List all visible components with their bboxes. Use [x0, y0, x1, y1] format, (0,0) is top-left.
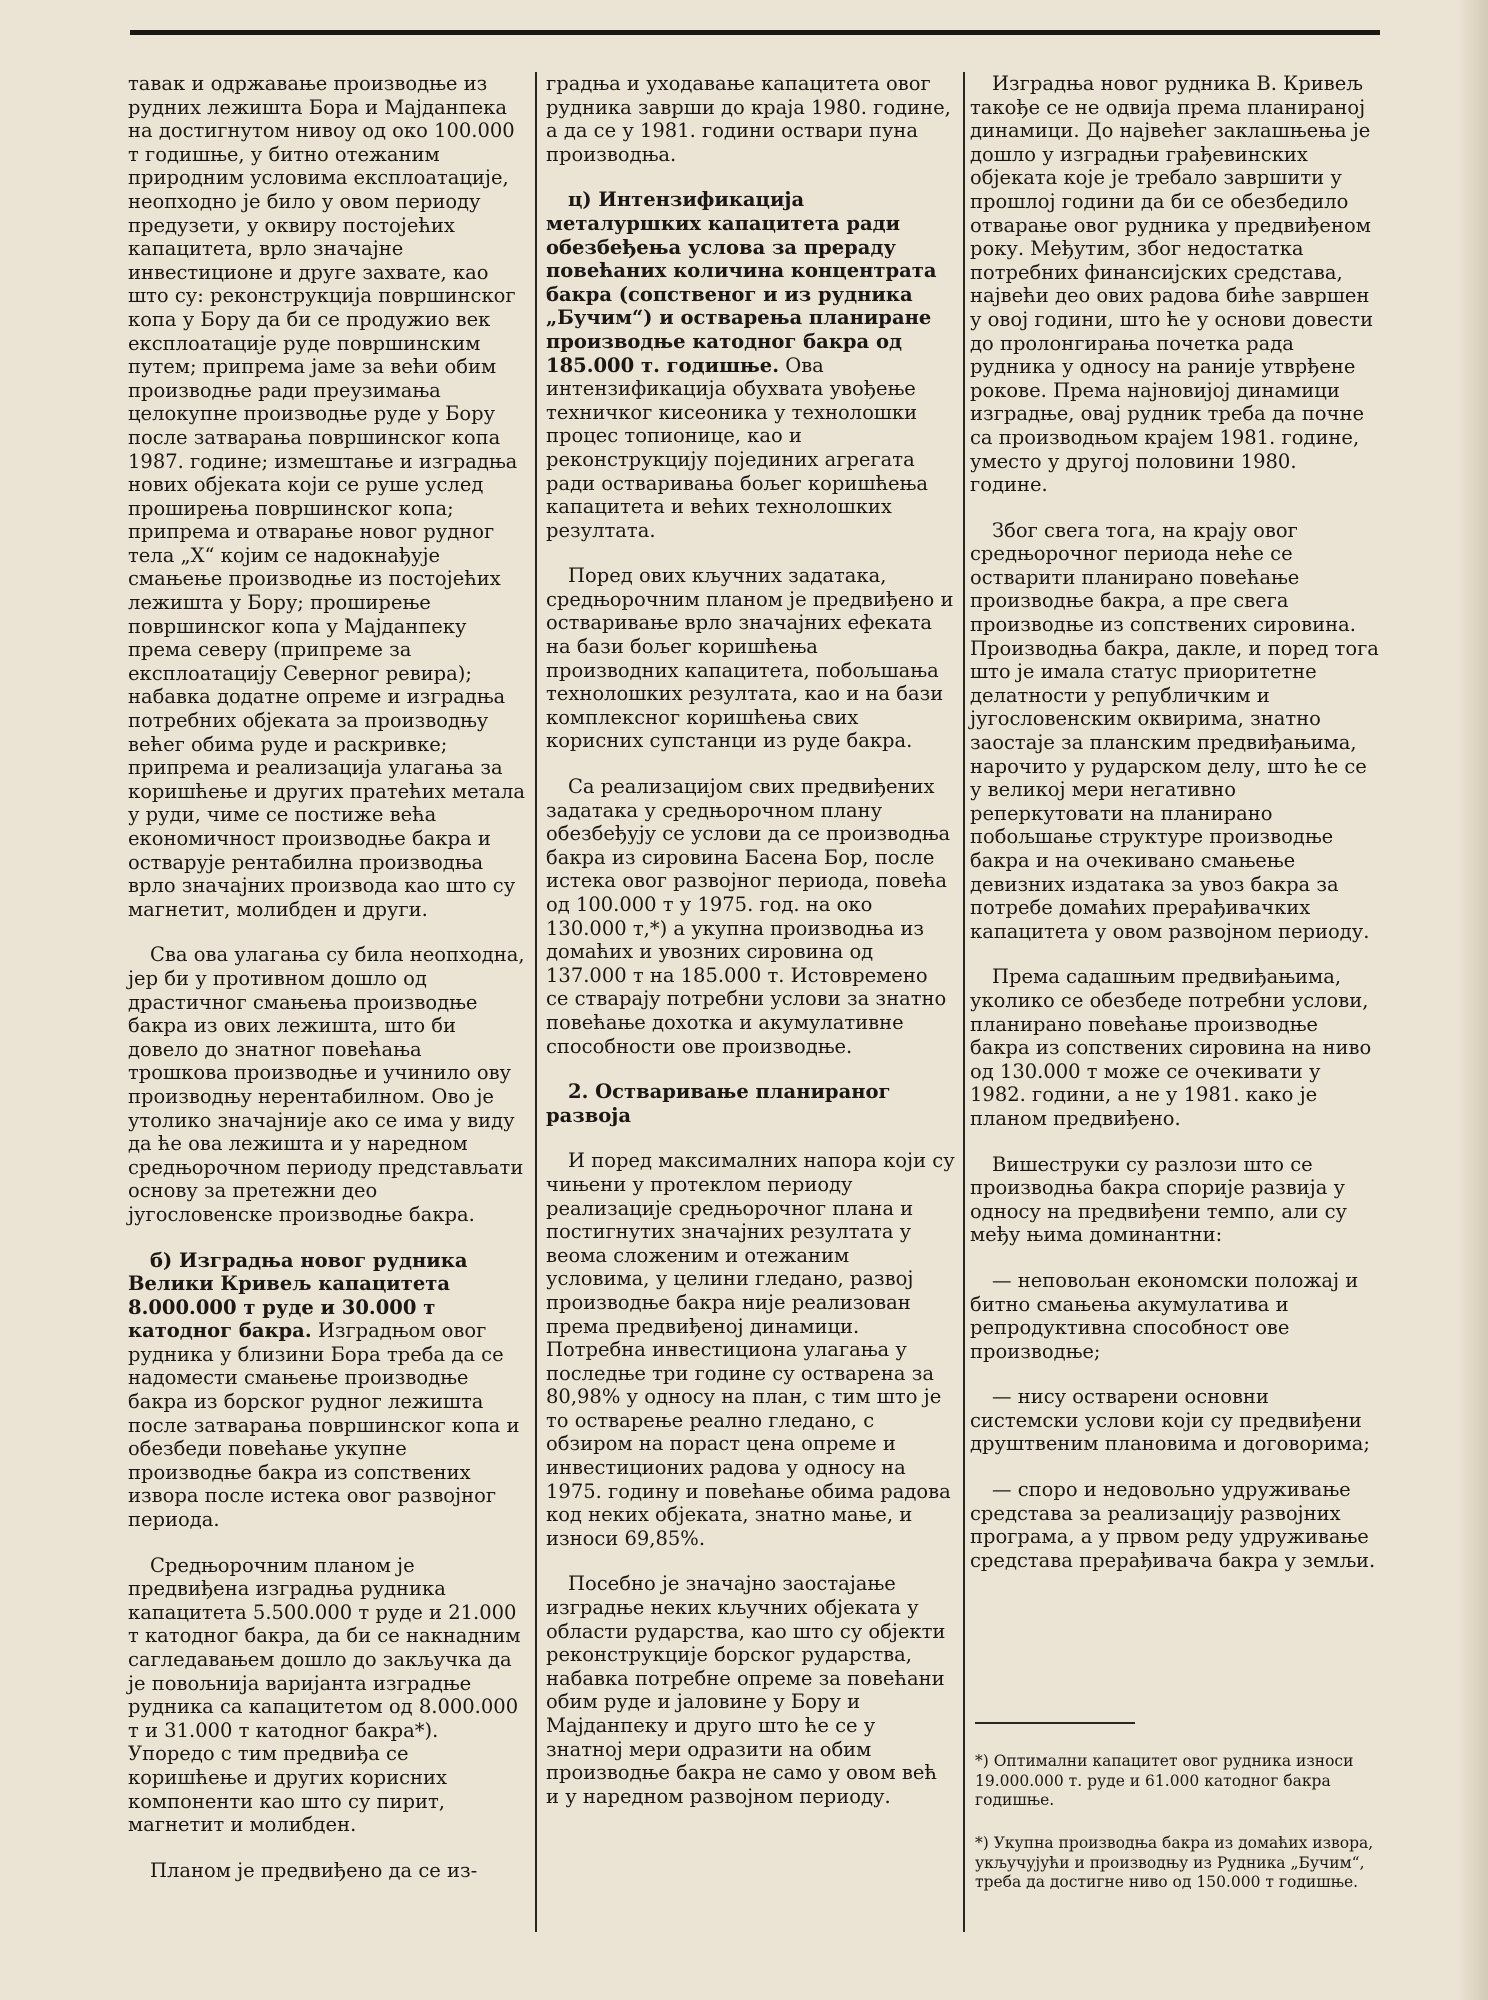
list-item: — неповољан економски положај и битно смањења акумулатива и репродуктивна способност ове производње; — [970, 1268, 1359, 1363]
paragraph: Према садашњим предвиђањима, уколико се обезбеде потребни услови, планирано повећање производње бакра из сопствених сировина на ниво од 130.000 т може се очекивати у 1982. години, а не у 1981. како је планом предвиђено. — [970, 965, 1372, 1130]
paragraph: Изградња новог рудника В. Кривељ такође се не одвија према планираној динамици. До највећег заклашњења је дошло у изградњи грађевинских објеката које је требало завршити у прошлој години да би се обезбедило отварање овог рудника у предвиђеном року. Међутим, због недостатка потребних финансијских средстава, највећи део ових радова биће завршен у овој години, што ће у основи довести до пролонгирања почетка рада рудника у односу на раније утврђене рокове. Према најновијој динамици изградње, овај рудник треба да почне са производњом крајем 1981. године, уместо у другој половини 1980. године. — [970, 72, 1374, 497]
paragraph: тавак и одржавање производње из рудних лежишта Бора и Мајданпека на достигнутом нивоу од око 100.000 т годишње, у битно отежаним природним условима експлоатације, неопходно је било у овом периоду предузети, у оквиру постојећих капацитета, врло значајне инвестиционе и друге захвате, као што су: реконструкција површинског копа у Бору да би се продужио век експлоатације руде површинским путем; припрема јаме за већи обим производње ради преузимања целокупне производње руде у Бору после затварања површинског копа 1987. године; измештање и изградња нових објеката који се руше услед проширења површинског копа; припрема и отварање новог рудног тела „X“ којим се надокнађује смањење производње из постојећих лежишта у Бору; проширење површинског копа у Мајданпеку према северу (припреме за експлоатацију Северног ревира); набавка додатне опреме и изградња потребних објеката за производњу већег обима руде и раскривке; припрема и реализација улагања за коришћење и других пратећих метала у руди, чиме се постиже већа економичност производње бакра и остварује рентабилна производња врло значајних производа као што су магнетит, молибден и други. — [128, 72, 526, 921]
paragraph: Сва ова улагања су била неопходна, јер би у противном дошло од драстичног смањења производње бакра из ових лежишта, што би довело до знатног повећања трошкова производње и учинило ову производњу нерентабилном. Ово је утолико значајније ако се има у виду да ће ова лежишта и у наредном средњорочном периоду представљати основу за претежни део југословенске производње бакра. — [128, 943, 525, 1226]
paragraph: Ова интензификација обухвата увођење техничког кисеоника у технолошки процес топионице, као и реконструкцију појединих агрегата ради остваривања бољег коришћења капацитета и већих технолошких резултата. — [546, 353, 928, 542]
top-rule — [130, 30, 1380, 35]
paragraph: Планом је предвиђено да се из- — [150, 1858, 478, 1882]
list-item: — нису остварени основни системски услови који су предвиђени друштвеним плановима и договорима; — [970, 1385, 1370, 1456]
column-3 — [970, 72, 1380, 1594]
paragraph: Са реализацијом свих предвиђених задатака у средњорочном плану обезбеђују се услови да се производња бакра из сировина Басена Бор, после истека овог развојног периода, повећа од 100.000 т у 1975. год. на око 130.000 т,*) а укупна производња из домаћих и увозних сировина од 137.000 т на 185.000 т. Истовремено се стварају потребни услови за знатно повећање дохотка и акумулативне способности ове производње. — [546, 775, 951, 1058]
footnote-2: *) Укупна производња бакра из домаћих извора, укључујући и производњу из Рудника „Бучим“, треба да достигне ниво од 150.000 т годишње. — [975, 1834, 1374, 1891]
paragraph: И поред максималних напора који су чињени у протеклом периоду реализације средњорочног плана и постигнутих значајних резултата у веома сложеним и отежаним условима, у целини гледано, развој производње бакра није реализован према предвиђеној динамици. Потребна инвестициона улагања у последње три године су остварена за 80,98% у односу на план, с тим што је то остварење реално гледано, с обзиром на пораст цена опреме и инвестиционих радова у односу на 1975. годину и повећање обима радова код неких објеката, знатно мање, и износи 69,85%. — [546, 1149, 955, 1550]
paragraph: Посебно је значајно заостајање изградње неких кључних објеката у области рударства, као што су објекти реконструкције борског рударства, набавка потребне опреме за повећани обим руде и јаловине у Бору и Мајданпеку и друго што ће се у знатној мери одразити на обим производње бакра не само у овом већ и у наредном развојном периоду. — [546, 1572, 946, 1808]
list-item: — споро и недовољно удруживање средстава за реализацију развојних програма, а у првом реду удруживање средстава прерађивача бакра у земљи. — [970, 1478, 1376, 1572]
heading-text: ц) Интензификација металуршких капацитета ради обезбеђења услова за прераду повећаних количина концентрата бакра (сопственог и из рудника „Бучим“) и остварења планиране производње катодног бакра од 185.000 т. годишње. — [546, 188, 937, 377]
section-heading-2: 2. Остваривање планираног развоја — [546, 1080, 891, 1127]
section-heading-b — [128, 1249, 526, 1532]
column-divider — [535, 72, 537, 1932]
paragraph: Због свега тога, на крају овог средњорочног периода неће се остварити планирано повећање производње бакра, а пре свега производње из сопствених сировина. Производња бакра, дакле, и поред тога што је имала статус приоритетне делатности у републичким и југословенским оквирима, знатно заостаје за планским предвиђањима, нарочито у рударском делу, што ће се у великој мери негативно реперкутовати на планирано побољшање структуре производње бакра и на очекивано смањење девизних издатака за увоз бакра за потребе домаћих прерађивачких капацитета у овом развојном периоду. — [970, 518, 1379, 943]
paragraph: Изградњом овог рудника у близини Бора треба да се надомести смањење производње бакра из борског рудног лежишта после затварања површинског копа и обезбеди повећање укупне производње бакра из сопствених извора после истека овог развојног периода. — [128, 1319, 520, 1532]
page-edge-shadow — [1458, 0, 1488, 2000]
heading-text: б) Изградња новог рудника Велики Кривељ капацитета 8.000.000 т руде и 30.000 т катодног бакра. — [128, 1248, 468, 1343]
paragraph: Вишеструки су разлози што се производња бакра спорије развија у односу на предвиђени темпо, али су међу њима доминантни: — [970, 1152, 1348, 1247]
paragraph: Средњорочним планом је предвиђена изградња рудника капацитета 5.500.000 т руде и 21.000 т катодног бакра, да би се накнадним сагледавањем дошло до закључка да је повољнија варијанта изградње рудника са капацитетом од 8.000.000 т и 31.000 т катодног бакра*). Упоредо с тим предвиђа се коришћење и других корисних компоненти као што су пирит, магнетит и молибден. — [128, 1553, 521, 1837]
column-divider — [963, 72, 965, 1932]
paragraph: Поред ових кључних задатака, средњорочним планом је предвиђено и остваривање врло значајних ефеката на бази бољег коришћења производних капацитета, побољшања технолошких резултата, као и на бази комплексног коришћења свих корисних супстанци из руде бакра. — [546, 564, 954, 753]
column-1 — [128, 72, 526, 1904]
section-heading-c — [546, 188, 956, 542]
column-2 — [546, 72, 956, 1830]
footnote-rule — [975, 1722, 1135, 1724]
footnote-1: *) Оптимални капацитет овог рудника износи 19.000.000 т. руде и 61.000 катодног бакра годишње. — [975, 1752, 1354, 1809]
paragraph: градња и уходавање капацитета овог рудника заврши до краја 1980. године, а да се у 1981. години оствари пуна производња. — [546, 72, 951, 166]
